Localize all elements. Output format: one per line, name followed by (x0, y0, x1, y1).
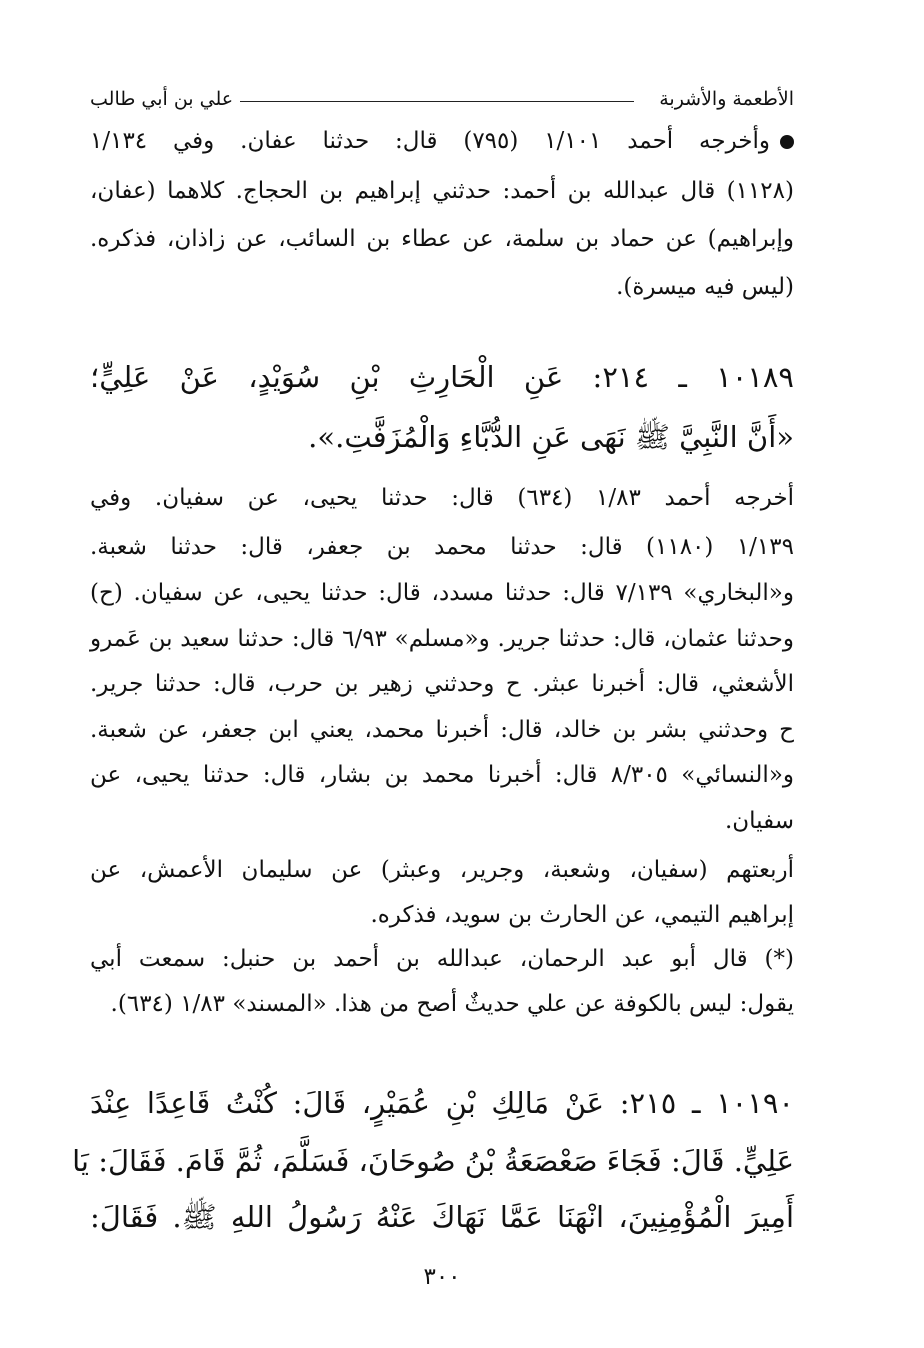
page-number: ٣٠٠ (423, 1264, 461, 1290)
text-line: إبراهيم التيمي، عن الحارث بن سويد، فذكره. (370, 902, 794, 928)
text-line: الأشعثي، قال: أخبرنا عبثر. ح وحدثني زهير بن حرب، قال: حدثنا جرير. (90, 671, 794, 697)
text-line: أخرجه أحمد ١/٨٣ (٦٣٤) قال: حدثنا يحيى، عن سفيان. وفي (90, 485, 794, 511)
text-line: (ليس فيه ميسرة). (616, 274, 794, 300)
header-rule (240, 101, 634, 102)
hadith-line: «أَنَّ النَّبِيَّ ﷺ نَهَى عَنِ الدُّبَّاءِ وَالْمُزَفَّتِ.». (308, 420, 794, 454)
text-line: أربعتهم (سفيان، وشعبة، وجرير، وعبثر) عن سليمان الأعمش، عن (90, 857, 794, 883)
text-line: ح وحدثني بشر بن خالد، قال: أخبرنا محمد، يعني ابن جعفر، عن شعبة. (90, 717, 794, 743)
text-line (90, 130, 794, 153)
hadith-line: أَمِيرَ الْمُؤْمِنِينَ، انْهَنَا عَمَّا نَهَاكَ عَنْهُ رَسُولُ اللهِ ﷺ. فَقَالَ: (90, 1200, 794, 1234)
text-line-content: وأخرجه أحمد ١/١٠١ (٧٩٥) قال: حدثنا عفان. وفي ١/١٣٤ (90, 128, 770, 154)
text-line: وإبراهيم) عن حماد بن سلمة، عن عطاء بن السائب، عن زاذان، فذكره. (90, 226, 794, 252)
hadith-line: ١٠١٨٩ ـ ٢١٤: عَنِ الْحَارِثِ بْنِ سُوَيْدٍ، عَنْ عَلِيٍّ؛ (90, 360, 795, 394)
text-line: و«البخاري» ٧/١٣٩ قال: حدثنا مسدد، قال: حدثنا يحيى، عن سفيان. (ح) (90, 580, 794, 606)
text-line: (١١٢٨) قال عبدالله بن أحمد: حدثني إبراهيم بن الحجاج. كلاهما (عفان، (90, 178, 794, 204)
running-header (90, 84, 794, 114)
text-line: (*) قال أبو عبد الرحمان، عبدالله بن أحمد بن حنبل: سمعت أبي (90, 946, 794, 972)
hadith-line: عَلِيٍّ. قَالَ: فَجَاءَ صَعْصَعَةُ بْنُ صُوحَانَ، فَسَلَّمَ، ثُمَّ قَامَ. فَقَالَ: يَا (72, 1144, 794, 1178)
text-line: سفيان. (724, 808, 794, 834)
hadith-line: ١٠١٩٠ ـ ٢١٥: عَنْ مَالِكِ بْنِ عُمَيْرٍ، قَالَ: كُنْتُ قَاعِدًا عِنْدَ (90, 1086, 794, 1120)
text-line: يقول: ليس بالكوفة عن علي حديثٌ أصح من هذا. «المسند» ١/٨٣ (٦٣٤). (110, 991, 794, 1017)
header-section-title: علي بن أبي طالب (90, 88, 234, 110)
bullet-icon (780, 135, 794, 149)
text-line: و«النسائي» ٨/٣٠٥ قال: أخبرنا محمد بن بشار، قال: حدثنا يحيى، عن (90, 762, 794, 788)
book-page (72, 0, 795, 1348)
text-line: ١/١٣٩ (١١٨٠) قال: حدثنا محمد بن جعفر، قال: حدثنا شعبة. (90, 534, 794, 560)
header-chapter-title: الأطعمة والأشربة (659, 88, 794, 110)
text-line: وحدثنا عثمان، قال: حدثنا جرير. و«مسلم» ٦/٩٣ قال: حدثنا سعيد بن عَمرو (90, 626, 795, 652)
